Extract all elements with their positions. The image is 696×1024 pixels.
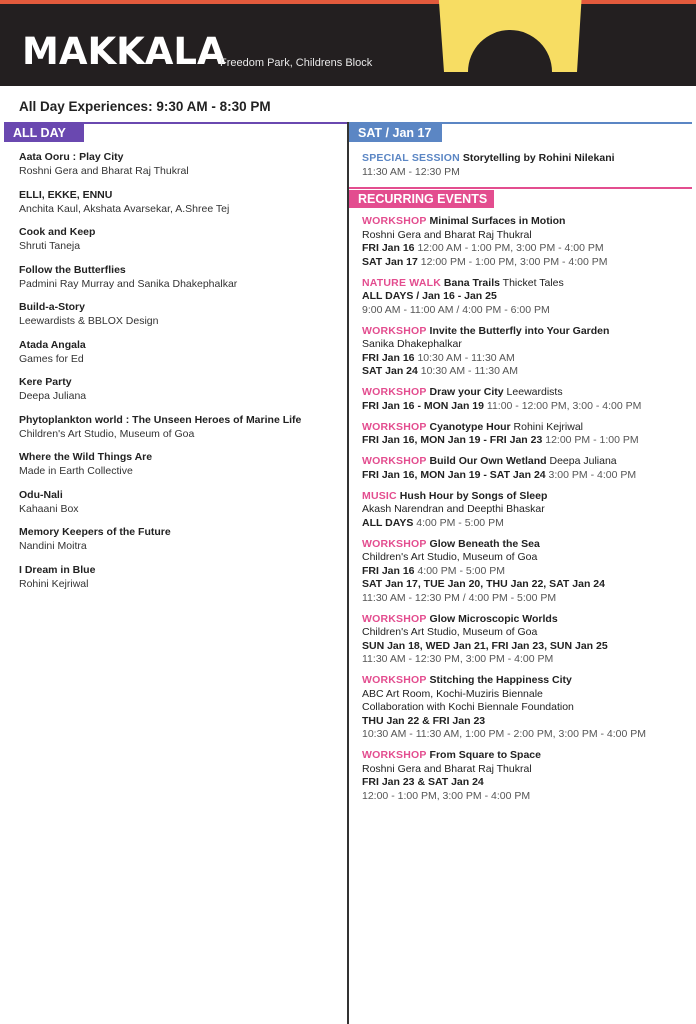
item-credit: Games for Ed bbox=[19, 352, 84, 365]
event-dates: FRI Jan 23 & SAT Jan 24 bbox=[362, 776, 484, 788]
list-item bbox=[19, 150, 341, 178]
list-item bbox=[19, 263, 341, 291]
item-title: Cook and Keep bbox=[19, 226, 96, 238]
event-title: Glow Microscopic Worlds bbox=[429, 612, 558, 625]
item-credit: Padmini Ray Murray and Sanika Dhakephalkar bbox=[19, 277, 238, 290]
event-dates: ALL DAYS bbox=[362, 516, 414, 529]
item-title: Follow the Butterflies bbox=[19, 263, 126, 276]
header-bar bbox=[0, 0, 696, 86]
event-detail: Collaboration with Kochi Biennale Foundation bbox=[362, 701, 574, 713]
all-day-tag: ALL DAY bbox=[4, 124, 84, 142]
all-day-list bbox=[19, 150, 341, 600]
event-item bbox=[362, 538, 692, 606]
event-title: Invite the Butterfly into Your Garden bbox=[429, 324, 610, 337]
item-credit: Kahaani Box bbox=[19, 502, 79, 515]
list-item bbox=[19, 450, 341, 478]
event-times: 3:00 PM - 4:00 PM bbox=[545, 468, 637, 481]
event-times: 12:00 PM - 1:00 PM, 3:00 PM - 4:00 PM bbox=[417, 255, 608, 268]
event-detail: ABC Art Room, Kochi-Muziris Biennale bbox=[362, 687, 543, 700]
event-times: 12:00 AM - 1:00 PM, 3:00 PM - 4:00 PM bbox=[414, 242, 604, 254]
event-title: Minimal Surfaces in Motion bbox=[429, 215, 566, 227]
event-dates: THU Jan 22 & FRI Jan 23 bbox=[362, 714, 486, 727]
event-title: Glow Beneath the Sea bbox=[429, 537, 540, 550]
list-item bbox=[19, 488, 341, 516]
special-session bbox=[362, 152, 682, 179]
event-item bbox=[362, 386, 692, 413]
event-item bbox=[362, 613, 692, 667]
item-title: Aata Ooru : Play City bbox=[19, 151, 124, 163]
event-detail: 11:30 AM - 12:30 PM, 3:00 PM - 4:00 PM bbox=[362, 653, 554, 665]
list-item bbox=[19, 338, 341, 366]
item-credit: Deepa Juliana bbox=[19, 390, 87, 402]
event-label: WORKSHOP bbox=[362, 386, 427, 398]
event-title: From Square to Space bbox=[429, 749, 541, 761]
event-detail: Akash Narendran and Deepthi Bhaskar bbox=[362, 503, 545, 515]
event-host: Rohini Kejriwal bbox=[510, 420, 583, 433]
item-title: Where the Wild Things Are bbox=[19, 451, 153, 463]
event-item bbox=[362, 421, 692, 448]
event-dates: SAT Jan 24 bbox=[362, 365, 418, 377]
makkala-logo: MAKKALA bbox=[22, 30, 226, 73]
event-item bbox=[362, 215, 692, 269]
item-credit: Children's Art Studio, Museum of Goa bbox=[19, 427, 195, 440]
recurring-events-list bbox=[362, 215, 692, 811]
event-detail: Children's Art Studio, Museum of Goa bbox=[362, 626, 538, 638]
event-host: Deepa Juliana bbox=[546, 455, 617, 467]
list-item bbox=[19, 188, 341, 216]
item-title: Memory Keepers of the Future bbox=[19, 526, 171, 538]
event-dates: FRI Jan 16 bbox=[362, 242, 415, 254]
event-times: 11:00 - 12:00 PM, 3:00 - 4:00 PM bbox=[483, 399, 642, 412]
item-title: Build-a-Story bbox=[19, 301, 85, 313]
event-label: WORKSHOP bbox=[362, 455, 427, 467]
item-credit: Shruti Taneja bbox=[19, 240, 81, 252]
event-detail: 12:00 - 1:00 PM, 3:00 PM - 4:00 PM bbox=[362, 789, 531, 802]
event-label: WORKSHOP bbox=[362, 324, 427, 337]
column-divider bbox=[347, 122, 349, 1024]
item-title: Atada Angala bbox=[19, 338, 86, 351]
event-detail: 11:30 AM - 12:30 PM / 4:00 PM - 5:00 PM bbox=[362, 591, 557, 604]
recurring-divider bbox=[349, 187, 692, 189]
event-dates: SAT Jan 17, TUE Jan 20, THU Jan 22, SAT Jan 24 bbox=[362, 578, 605, 590]
event-title: Build Our Own Wetland bbox=[429, 455, 547, 467]
event-label: WORKSHOP bbox=[362, 420, 427, 433]
event-dates: ALL DAYS / Jan 16 - Jan 25 bbox=[362, 290, 497, 302]
event-times: 4:00 PM - 5:00 PM bbox=[413, 516, 504, 529]
sat-jan17-tag: SAT / Jan 17 bbox=[349, 124, 442, 142]
list-item bbox=[19, 525, 341, 553]
item-credit: Roshni Gera and Bharat Raj Thukral bbox=[19, 165, 189, 177]
special-session-time: 11:30 AM - 12:30 PM bbox=[362, 165, 460, 178]
event-dates: FRI Jan 16, MON Jan 19 - SAT Jan 24 bbox=[362, 468, 546, 481]
event-item bbox=[362, 749, 692, 803]
event-item bbox=[362, 325, 692, 379]
event-detail: Sanika Dhakephalkar bbox=[362, 338, 462, 350]
arch-decoration-icon bbox=[436, 0, 584, 72]
event-item bbox=[362, 277, 692, 318]
event-dates: FRI Jan 16 bbox=[362, 351, 415, 364]
event-label: MUSIC bbox=[362, 489, 397, 502]
event-dates: FRI Jan 16 - MON Jan 19 bbox=[362, 399, 484, 412]
item-title: I Dream in Blue bbox=[19, 563, 96, 576]
venue-text: Freedom Park, Childrens Block bbox=[220, 57, 373, 69]
recurring-events-tag: RECURRING EVENTS bbox=[349, 190, 494, 208]
event-dates: FRI Jan 16 bbox=[362, 564, 415, 577]
event-times: 12:00 PM - 1:00 PM bbox=[542, 434, 639, 446]
event-dates: FRI Jan 16, MON Jan 19 - FRI Jan 23 bbox=[362, 434, 543, 446]
event-title: Stitching the Happiness City bbox=[429, 674, 572, 686]
list-item bbox=[19, 225, 341, 253]
all-day-experiences-heading: All Day Experiences: 9:30 AM - 8:30 PM bbox=[19, 99, 271, 114]
event-detail: Children's Art Studio, Museum of Goa bbox=[362, 551, 538, 563]
event-label: WORKSHOP bbox=[362, 749, 427, 761]
event-label: WORKSHOP bbox=[362, 612, 427, 625]
event-host: Leewardists bbox=[503, 386, 563, 398]
event-detail: 9:00 AM - 11:00 AM / 4:00 PM - 6:00 PM bbox=[362, 303, 550, 316]
event-item bbox=[362, 674, 692, 742]
event-dates: SAT Jan 17 bbox=[362, 255, 418, 268]
list-item bbox=[19, 300, 341, 328]
item-title: Phytoplankton world : The Unseen Heroes of Marine Life bbox=[19, 413, 302, 426]
event-item bbox=[362, 455, 692, 482]
item-credit: Leewardists & BBLOX Design bbox=[19, 315, 159, 327]
event-detail: Roshni Gera and Bharat Raj Thukral bbox=[362, 228, 532, 241]
list-item bbox=[19, 563, 341, 591]
item-credit: Anchita Kaul, Akshata Avarsekar, A.Shree Tej bbox=[19, 202, 230, 215]
special-session-title: Storytelling by Rohini Nilekani bbox=[462, 152, 615, 164]
event-detail: 10:30 AM - 11:30 AM, 1:00 PM - 2:00 PM, 3:00 PM - 4:00 PM bbox=[362, 728, 647, 740]
event-host: Thicket Tales bbox=[499, 276, 564, 289]
event-label: NATURE WALK bbox=[362, 276, 441, 289]
header-accent-line bbox=[0, 0, 696, 4]
event-detail: Roshni Gera and Bharat Raj Thukral bbox=[362, 762, 532, 775]
event-times: 10:30 AM - 11:30 AM bbox=[417, 365, 519, 377]
event-title: Draw your City bbox=[429, 386, 504, 398]
event-title: Bana Trails bbox=[443, 276, 500, 289]
item-title: ELLI, EKKE, ENNU bbox=[19, 188, 113, 201]
list-item bbox=[19, 413, 341, 441]
event-dates: SUN Jan 18, WED Jan 21, FRI Jan 23, SUN Jan 25 bbox=[362, 639, 608, 652]
event-item bbox=[362, 490, 692, 531]
list-item bbox=[19, 375, 341, 403]
event-label: WORKSHOP bbox=[362, 674, 427, 686]
item-credit: Made in Earth Collective bbox=[19, 465, 133, 477]
event-title: Hush Hour by Songs of Sleep bbox=[399, 489, 548, 502]
item-title: Odu-Nali bbox=[19, 488, 63, 501]
event-label: WORKSHOP bbox=[362, 215, 427, 227]
event-label: WORKSHOP bbox=[362, 537, 427, 550]
event-times: 10:30 AM - 11:30 AM bbox=[414, 351, 515, 364]
item-title: Kere Party bbox=[19, 376, 72, 388]
event-times: 4:00 PM - 5:00 PM bbox=[414, 564, 505, 577]
special-session-label: SPECIAL SESSION bbox=[362, 152, 460, 164]
item-credit: Nandini Moitra bbox=[19, 540, 87, 552]
item-credit: Rohini Kejriwal bbox=[19, 577, 89, 590]
event-title: Cyanotype Hour bbox=[429, 420, 511, 433]
